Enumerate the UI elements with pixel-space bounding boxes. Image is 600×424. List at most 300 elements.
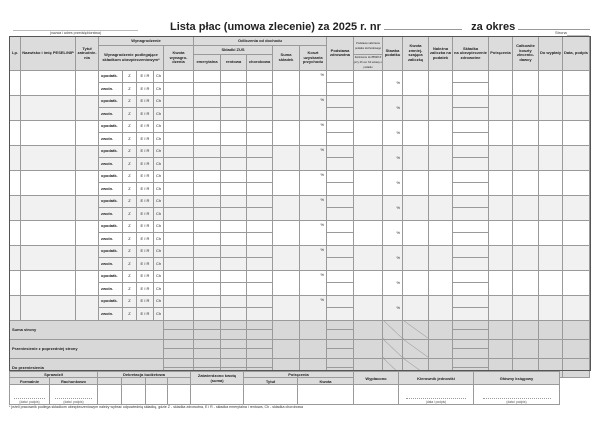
name-cell[interactable]	[21, 120, 76, 145]
disability-cell[interactable]	[221, 245, 247, 258]
ch-option[interactable]: Ch	[154, 283, 164, 296]
total-cost-cell[interactable]	[513, 220, 539, 245]
advance-cell[interactable]	[429, 245, 453, 270]
budget-field-4[interactable]	[168, 385, 191, 405]
summary-health-base[interactable]	[327, 339, 354, 349]
withholdings-cell[interactable]	[489, 220, 513, 245]
sickness-cell[interactable]	[247, 195, 273, 208]
name-cell[interactable]	[21, 170, 76, 195]
lp-cell[interactable]	[10, 170, 21, 195]
lp-cell[interactable]	[10, 95, 21, 120]
eir-option[interactable]: E I R	[137, 208, 154, 221]
wages-amount-cell[interactable]	[164, 133, 194, 146]
health-base-exempt-cell[interactable]	[327, 308, 354, 321]
wages-amount-cell[interactable]	[164, 245, 194, 258]
date-signature-cell[interactable]	[563, 195, 590, 220]
tax-base-cell[interactable]	[354, 120, 383, 145]
date-signature-cell[interactable]	[563, 145, 590, 170]
z-option[interactable]: Z	[123, 233, 137, 246]
pension-cell[interactable]	[194, 95, 221, 108]
sickness-cell[interactable]	[247, 283, 273, 296]
health-contrib-cell[interactable]	[453, 145, 489, 158]
eir-option[interactable]: E I R	[137, 245, 154, 258]
health-base-cell[interactable]	[327, 195, 354, 208]
disability-cell[interactable]	[221, 270, 247, 283]
pension-cell[interactable]	[194, 145, 221, 158]
pension-cell[interactable]	[194, 83, 221, 96]
z-option[interactable]: Z	[123, 108, 137, 121]
date-signature-cell[interactable]	[563, 220, 590, 245]
eir-option[interactable]: E I R	[137, 133, 154, 146]
accounting-signature-field[interactable]	[50, 385, 98, 405]
health-contrib-exempt-cell[interactable]	[453, 158, 489, 171]
disability-cell[interactable]	[221, 95, 247, 108]
eir-option[interactable]: E I R	[137, 220, 154, 233]
health-contrib-exempt-cell[interactable]	[453, 233, 489, 246]
title-cell[interactable]	[76, 220, 99, 245]
summary-health-contrib-sub[interactable]	[453, 330, 489, 340]
eir-option[interactable]: E I R	[137, 308, 154, 321]
health-base-cell[interactable]	[327, 145, 354, 158]
wages-amount-cell[interactable]	[164, 295, 194, 308]
summary-health-contrib[interactable]	[453, 358, 489, 368]
z-option[interactable]: Z	[123, 83, 137, 96]
ch-option[interactable]: Ch	[154, 95, 164, 108]
summary-cell[interactable]	[247, 320, 273, 330]
health-contrib-cell[interactable]	[453, 70, 489, 83]
withholdings-cell[interactable]	[489, 95, 513, 120]
summary-cell[interactable]	[539, 339, 563, 358]
total-cost-cell[interactable]	[513, 145, 539, 170]
withholdings-cell[interactable]	[489, 120, 513, 145]
wages-amount-cell[interactable]	[164, 220, 194, 233]
sum-contrib-cell[interactable]	[273, 95, 300, 120]
payout-cell[interactable]	[539, 95, 563, 120]
summary-cell[interactable]	[164, 358, 194, 368]
wages-amount-cell[interactable]	[164, 195, 194, 208]
summary-health-contrib-sub[interactable]	[453, 349, 489, 359]
summary-cell[interactable]	[221, 330, 247, 340]
costs-cell[interactable]	[300, 245, 327, 270]
withholdings-cell[interactable]	[489, 70, 513, 95]
title-cell[interactable]	[76, 70, 99, 95]
pension-cell[interactable]	[194, 120, 221, 133]
sum-contrib-cell[interactable]	[273, 220, 300, 245]
pension-cell[interactable]	[194, 308, 221, 321]
eir-option[interactable]: E I R	[137, 270, 154, 283]
ch-option[interactable]: Ch	[154, 258, 164, 271]
name-cell[interactable]	[21, 220, 76, 245]
costs-cell[interactable]	[300, 270, 327, 295]
withholdings-cell[interactable]	[489, 195, 513, 220]
disability-cell[interactable]	[221, 208, 247, 221]
ch-option[interactable]: Ch	[154, 133, 164, 146]
tax-rate-cell[interactable]	[383, 120, 403, 145]
summary-cell[interactable]	[221, 358, 247, 368]
payout-cell[interactable]	[539, 70, 563, 95]
ch-option[interactable]: Ch	[154, 233, 164, 246]
disability-cell[interactable]	[221, 133, 247, 146]
pension-cell[interactable]	[194, 133, 221, 146]
health-contrib-exempt-cell[interactable]	[453, 83, 489, 96]
summary-health-base-sub[interactable]	[327, 349, 354, 359]
formal-signature-field[interactable]	[10, 385, 50, 405]
sickness-cell[interactable]	[247, 170, 273, 183]
health-base-exempt-cell[interactable]	[327, 283, 354, 296]
eir-option[interactable]: E I R	[137, 283, 154, 296]
wages-amount-cell[interactable]	[164, 120, 194, 133]
health-base-cell[interactable]	[327, 295, 354, 308]
summary-cell[interactable]	[489, 320, 513, 339]
pension-cell[interactable]	[194, 245, 221, 258]
ch-option[interactable]: Ch	[154, 245, 164, 258]
reducing-cell[interactable]	[403, 195, 429, 220]
ch-option[interactable]: Ch	[154, 145, 164, 158]
lp-cell[interactable]	[10, 270, 21, 295]
health-base-exempt-cell[interactable]	[327, 258, 354, 271]
summary-advance[interactable]	[429, 339, 453, 358]
payout-cell[interactable]	[539, 120, 563, 145]
pension-cell[interactable]	[194, 195, 221, 208]
tax-base-cell[interactable]	[354, 145, 383, 170]
lp-cell[interactable]	[10, 145, 21, 170]
sickness-cell[interactable]	[247, 183, 273, 196]
sickness-cell[interactable]	[247, 133, 273, 146]
date-signature-cell[interactable]	[563, 95, 590, 120]
summary-cell[interactable]	[194, 339, 221, 349]
pension-cell[interactable]	[194, 170, 221, 183]
manager-signature-field[interactable]	[399, 385, 474, 405]
summary-health-contrib[interactable]	[453, 320, 489, 330]
payout-cell[interactable]	[539, 145, 563, 170]
health-base-exempt-cell[interactable]	[327, 83, 354, 96]
sum-contrib-cell[interactable]	[273, 295, 300, 320]
wages-amount-cell[interactable]	[164, 83, 194, 96]
health-contrib-exempt-cell[interactable]	[453, 308, 489, 321]
title-cell[interactable]	[76, 170, 99, 195]
disability-cell[interactable]	[221, 145, 247, 158]
summary-cell[interactable]	[164, 339, 194, 349]
sickness-cell[interactable]	[247, 220, 273, 233]
list-number-field[interactable]	[384, 28, 462, 30]
health-contrib-exempt-cell[interactable]	[453, 183, 489, 196]
total-cost-cell[interactable]	[513, 95, 539, 120]
payout-cell[interactable]	[539, 270, 563, 295]
costs-cell[interactable]	[300, 70, 327, 95]
summary-cell[interactable]	[563, 320, 590, 339]
name-cell[interactable]	[21, 70, 76, 95]
summary-cell[interactable]	[164, 330, 194, 340]
sickness-cell[interactable]	[247, 83, 273, 96]
wages-amount-cell[interactable]	[164, 270, 194, 283]
z-option[interactable]: Z	[123, 170, 137, 183]
summary-cell[interactable]	[221, 339, 247, 349]
z-option[interactable]: Z	[123, 295, 137, 308]
sum-contrib-cell[interactable]	[273, 120, 300, 145]
summary-health-base[interactable]	[327, 320, 354, 330]
pension-cell[interactable]	[194, 108, 221, 121]
summary-tax-base[interactable]	[354, 320, 383, 339]
name-cell[interactable]	[21, 245, 76, 270]
health-contrib-exempt-cell[interactable]	[453, 258, 489, 271]
wages-amount-cell[interactable]	[164, 208, 194, 221]
wages-amount-cell[interactable]	[164, 95, 194, 108]
disability-cell[interactable]	[221, 308, 247, 321]
disability-cell[interactable]	[221, 183, 247, 196]
disability-cell[interactable]	[221, 83, 247, 96]
total-cost-cell[interactable]	[513, 245, 539, 270]
budget-field-2[interactable]	[122, 385, 146, 405]
summary-cell[interactable]	[273, 320, 300, 339]
date-signature-cell[interactable]	[563, 245, 590, 270]
title-cell[interactable]	[76, 195, 99, 220]
total-cost-cell[interactable]	[513, 295, 539, 320]
disability-cell[interactable]	[221, 108, 247, 121]
health-base-cell[interactable]	[327, 220, 354, 233]
summary-cell[interactable]	[194, 349, 221, 359]
wages-amount-cell[interactable]	[164, 183, 194, 196]
z-option[interactable]: Z	[123, 183, 137, 196]
advance-cell[interactable]	[429, 70, 453, 95]
z-option[interactable]: Z	[123, 70, 137, 83]
tax-rate-cell[interactable]	[383, 195, 403, 220]
reducing-cell[interactable]	[403, 170, 429, 195]
summary-cell[interactable]	[194, 358, 221, 368]
ch-option[interactable]: Ch	[154, 208, 164, 221]
tax-base-cell[interactable]	[354, 220, 383, 245]
total-cost-cell[interactable]	[513, 70, 539, 95]
ch-option[interactable]: Ch	[154, 170, 164, 183]
pension-cell[interactable]	[194, 70, 221, 83]
summary-cell[interactable]	[539, 320, 563, 339]
date-signature-cell[interactable]	[563, 120, 590, 145]
disability-cell[interactable]	[221, 258, 247, 271]
withholdings-cell[interactable]	[489, 295, 513, 320]
lp-cell[interactable]	[10, 245, 21, 270]
health-contrib-exempt-cell[interactable]	[453, 283, 489, 296]
z-option[interactable]: Z	[123, 158, 137, 171]
tax-rate-cell[interactable]	[383, 245, 403, 270]
date-signature-cell[interactable]	[563, 170, 590, 195]
z-option[interactable]: Z	[123, 258, 137, 271]
costs-cell[interactable]	[300, 170, 327, 195]
total-cost-cell[interactable]	[513, 195, 539, 220]
pension-cell[interactable]	[194, 220, 221, 233]
costs-cell[interactable]	[300, 195, 327, 220]
summary-cell[interactable]	[247, 358, 273, 368]
disability-cell[interactable]	[221, 233, 247, 246]
reducing-cell[interactable]	[403, 70, 429, 95]
sickness-cell[interactable]	[247, 245, 273, 258]
budget-field-1[interactable]	[98, 385, 122, 405]
summary-cell[interactable]	[247, 330, 273, 340]
lp-cell[interactable]	[10, 120, 21, 145]
reducing-cell[interactable]	[403, 270, 429, 295]
advance-cell[interactable]	[429, 120, 453, 145]
summary-cell[interactable]	[194, 330, 221, 340]
health-contrib-cell[interactable]	[453, 195, 489, 208]
title-cell[interactable]	[76, 95, 99, 120]
health-contrib-cell[interactable]	[453, 120, 489, 133]
health-contrib-cell[interactable]	[453, 220, 489, 233]
summary-health-base[interactable]	[327, 358, 354, 368]
lp-cell[interactable]	[10, 70, 21, 95]
health-contrib-exempt-cell[interactable]	[453, 208, 489, 221]
wages-amount-cell[interactable]	[164, 108, 194, 121]
health-contrib-exempt-cell[interactable]	[453, 133, 489, 146]
health-base-cell[interactable]	[327, 95, 354, 108]
health-base-exempt-cell[interactable]	[327, 208, 354, 221]
pension-cell[interactable]	[194, 283, 221, 296]
eir-option[interactable]: E I R	[137, 183, 154, 196]
sickness-cell[interactable]	[247, 70, 273, 83]
sum-contrib-cell[interactable]	[273, 145, 300, 170]
health-base-exempt-cell[interactable]	[327, 183, 354, 196]
ch-option[interactable]: Ch	[154, 270, 164, 283]
sum-contrib-cell[interactable]	[273, 245, 300, 270]
tax-rate-cell[interactable]	[383, 270, 403, 295]
payout-cell[interactable]	[539, 245, 563, 270]
advance-cell[interactable]	[429, 295, 453, 320]
costs-cell[interactable]	[300, 95, 327, 120]
tax-rate-cell[interactable]	[383, 220, 403, 245]
ch-option[interactable]: Ch	[154, 195, 164, 208]
reducing-cell[interactable]	[403, 145, 429, 170]
paid-field[interactable]	[354, 385, 399, 405]
tax-base-cell[interactable]	[354, 295, 383, 320]
tax-base-cell[interactable]	[354, 195, 383, 220]
withholdings-title-field[interactable]	[244, 385, 298, 405]
ch-option[interactable]: Ch	[154, 220, 164, 233]
disability-cell[interactable]	[221, 195, 247, 208]
tax-rate-cell[interactable]	[383, 295, 403, 320]
name-cell[interactable]	[21, 195, 76, 220]
ch-option[interactable]: Ch	[154, 158, 164, 171]
pension-cell[interactable]	[194, 258, 221, 271]
sickness-cell[interactable]	[247, 145, 273, 158]
health-contrib-cell[interactable]	[453, 95, 489, 108]
summary-cell[interactable]	[513, 339, 539, 358]
ch-option[interactable]: Ch	[154, 83, 164, 96]
sum-contrib-cell[interactable]	[273, 270, 300, 295]
z-option[interactable]: Z	[123, 208, 137, 221]
eir-option[interactable]: E I R	[137, 233, 154, 246]
title-cell[interactable]	[76, 145, 99, 170]
tax-rate-cell[interactable]	[383, 95, 403, 120]
health-base-exempt-cell[interactable]	[327, 233, 354, 246]
z-option[interactable]: Z	[123, 270, 137, 283]
summary-cell[interactable]	[300, 339, 327, 358]
summary-cell[interactable]	[513, 320, 539, 339]
health-base-cell[interactable]	[327, 170, 354, 183]
pension-cell[interactable]	[194, 183, 221, 196]
costs-cell[interactable]	[300, 120, 327, 145]
pension-cell[interactable]	[194, 270, 221, 283]
health-base-cell[interactable]	[327, 120, 354, 133]
sum-contrib-cell[interactable]	[273, 70, 300, 95]
costs-cell[interactable]	[300, 220, 327, 245]
costs-cell[interactable]	[300, 295, 327, 320]
sickness-cell[interactable]	[247, 270, 273, 283]
wages-amount-cell[interactable]	[164, 145, 194, 158]
name-cell[interactable]	[21, 270, 76, 295]
disability-cell[interactable]	[221, 170, 247, 183]
summary-cell[interactable]	[164, 349, 194, 359]
summary-cell[interactable]	[247, 349, 273, 359]
pension-cell[interactable]	[194, 233, 221, 246]
reducing-cell[interactable]	[403, 295, 429, 320]
eir-option[interactable]: E I R	[137, 70, 154, 83]
withholdings-cell[interactable]	[489, 145, 513, 170]
summary-advance[interactable]	[429, 320, 453, 339]
name-cell[interactable]	[21, 145, 76, 170]
summary-tax-base[interactable]	[354, 339, 383, 358]
eir-option[interactable]: E I R	[137, 295, 154, 308]
wages-amount-cell[interactable]	[164, 70, 194, 83]
pension-cell[interactable]	[194, 208, 221, 221]
reducing-cell[interactable]	[403, 95, 429, 120]
eir-option[interactable]: E I R	[137, 120, 154, 133]
tax-base-cell[interactable]	[354, 170, 383, 195]
withholdings-cell[interactable]	[489, 170, 513, 195]
wages-amount-cell[interactable]	[164, 308, 194, 321]
payout-cell[interactable]	[539, 220, 563, 245]
lp-cell[interactable]	[10, 195, 21, 220]
total-cost-cell[interactable]	[513, 170, 539, 195]
z-option[interactable]: Z	[123, 133, 137, 146]
date-signature-cell[interactable]	[563, 295, 590, 320]
sickness-cell[interactable]	[247, 233, 273, 246]
ch-option[interactable]: Ch	[154, 295, 164, 308]
disability-cell[interactable]	[221, 220, 247, 233]
payout-cell[interactable]	[539, 295, 563, 320]
disability-cell[interactable]	[221, 158, 247, 171]
disability-cell[interactable]	[221, 120, 247, 133]
advance-cell[interactable]	[429, 170, 453, 195]
z-option[interactable]: Z	[123, 145, 137, 158]
advance-cell[interactable]	[429, 220, 453, 245]
tax-base-cell[interactable]	[354, 70, 383, 95]
title-cell[interactable]	[76, 295, 99, 320]
health-base-exempt-cell[interactable]	[327, 158, 354, 171]
disability-cell[interactable]	[221, 295, 247, 308]
withholdings-cell[interactable]	[489, 270, 513, 295]
sickness-cell[interactable]	[247, 308, 273, 321]
wages-amount-cell[interactable]	[164, 233, 194, 246]
wages-amount-cell[interactable]	[164, 258, 194, 271]
health-base-cell[interactable]	[327, 270, 354, 283]
z-option[interactable]: Z	[123, 245, 137, 258]
summary-cell[interactable]	[300, 320, 327, 339]
summary-health-contrib[interactable]	[453, 339, 489, 349]
ch-option[interactable]: Ch	[154, 70, 164, 83]
chief-accountant-signature-field[interactable]	[474, 385, 560, 405]
sickness-cell[interactable]	[247, 295, 273, 308]
summary-cell[interactable]	[563, 358, 590, 377]
sum-contrib-cell[interactable]	[273, 170, 300, 195]
eir-option[interactable]: E I R	[137, 83, 154, 96]
health-contrib-cell[interactable]	[453, 295, 489, 308]
name-cell[interactable]	[21, 95, 76, 120]
summary-cell[interactable]	[247, 339, 273, 349]
health-base-exempt-cell[interactable]	[327, 133, 354, 146]
pension-cell[interactable]	[194, 295, 221, 308]
advance-cell[interactable]	[429, 270, 453, 295]
z-option[interactable]: Z	[123, 120, 137, 133]
disability-cell[interactable]	[221, 70, 247, 83]
health-contrib-cell[interactable]	[453, 245, 489, 258]
eir-option[interactable]: E I R	[137, 108, 154, 121]
